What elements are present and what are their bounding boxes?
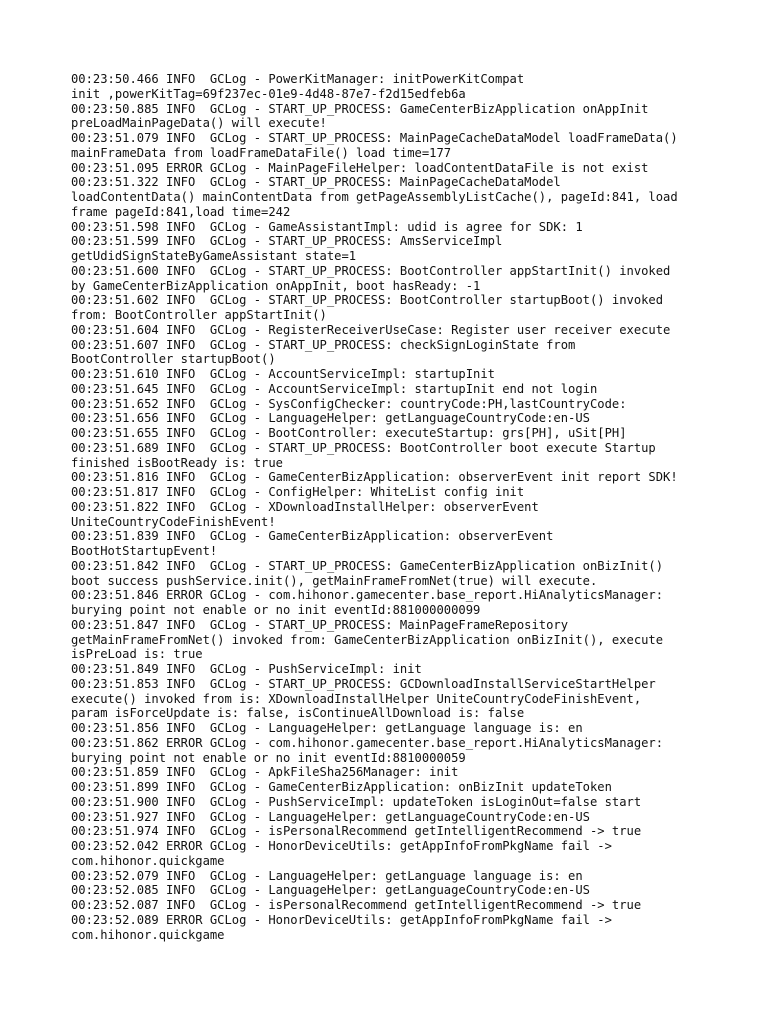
log-line: 00:23:51.900 INFO GCLog - PushServiceImpl: updateToken isLoginOut=false start — [71, 794, 642, 809]
log-line: 00:23:51.817 INFO GCLog - ConfigHelper: WhiteList config init — [71, 485, 525, 499]
log-line: execute() invoked from is: XDownloadInstallHelper UniteCountryCodeFinishEvent, — [71, 691, 642, 706]
log-line: burying point not enable or no init eventId:881000000099 — [71, 603, 481, 617]
log-line: 00:23:51.598 INFO GCLog - GameAssistantImpl: udid is agree for SDK: 1 — [71, 219, 583, 234]
log-line: finished isBootReady is: true — [71, 455, 283, 470]
log-line: 00:23:51.652 INFO GCLog - SysConfigChecker: countryCode:PH,lastCountryCode: — [71, 396, 627, 411]
log-line: preLoadMainPageData() will execute! — [71, 116, 327, 131]
log-line: 00:23:51.604 INFO GCLog - RegisterReceiverUseCase: Register user receiver execute — [71, 322, 671, 337]
log-line: 00:23:52.089 ERROR GCLog - HonorDeviceUtils: getAppInfoFromPkgName fail -> — [71, 912, 612, 927]
log-line: mainFrameData from loadFrameDataFile() load time=177 — [71, 145, 452, 160]
log-line: boot success pushService.init(), getMainFrameFromNet(true) will execute. — [71, 573, 598, 588]
log-line: 00:23:51.859 INFO GCLog - ApkFileSha256Manager: init — [71, 765, 459, 780]
log-line: 00:23:51.847 INFO GCLog - START_UP_PROCESS: MainPageFrameRepository — [71, 617, 569, 632]
log-document — [71, 72, 711, 942]
log-line: 00:23:51.853 INFO GCLog - START_UP_PROCESS: GCDownloadInstallServiceStartHelper — [71, 676, 656, 691]
log-line: 00:23:52.042 ERROR GCLog - HonorDeviceUtils: getAppInfoFromPkgName fail -> — [71, 839, 612, 853]
log-line: com.hihonor.quickgame — [71, 927, 225, 942]
log-line: 00:23:51.599 INFO GCLog - START_UP_PROCESS: AmsServiceImpl — [71, 234, 503, 249]
log-line: 00:23:52.085 INFO GCLog - LanguageHelper: getLanguageCountryCode:en-US — [71, 883, 590, 898]
log-line: 00:23:51.322 INFO GCLog - START_UP_PROCESS: MainPageCacheDataModel — [71, 175, 561, 190]
log-line: 00:23:51.862 ERROR GCLog - com.hihonor.gamecenter.base_report.HiAnalyticsManager: — [71, 735, 664, 750]
log-line: param isForceUpdate is: false, isContinueAllDownload is: false — [71, 706, 525, 721]
log-line: 00:23:51.655 INFO GCLog - BootController: executeStartup: grs[PH], uSit[PH] — [71, 426, 627, 440]
log-line: 00:23:50.885 INFO GCLog - START_UP_PROCESS: GameCenterBizApplication onAppInit — [71, 101, 649, 116]
log-line: 00:23:51.842 INFO GCLog - START_UP_PROCESS: GameCenterBizApplication onBizInit() — [71, 558, 664, 573]
log-line: 00:23:51.816 INFO GCLog - GameCenterBizApplication: observerEvent init report SDK! — [71, 470, 678, 485]
log-line: 00:23:51.095 ERROR GCLog - MainPageFileHelper: loadContentDataFile is not exist — [71, 160, 649, 175]
log-line: getMainFrameFromNet() invoked from: GameCenterBizApplication onBizInit(), execute — [71, 632, 664, 647]
log-line: BootController startupBoot() — [71, 352, 276, 367]
log-line: getUdidSignStateByGameAssistant state=1 — [71, 249, 357, 263]
log-line: burying point not enable or no init eventId:8810000059 — [71, 750, 466, 765]
log-line: 00:23:51.822 INFO GCLog - XDownloadInstallHelper: observerEvent — [71, 499, 539, 514]
log-line: 00:23:51.600 INFO GCLog - START_UP_PROCESS: BootController appStartInit() invoked — [71, 263, 671, 278]
log-line: 00:23:51.079 INFO GCLog - START_UP_PROCESS: MainPageCacheDataModel loadFrameData() — [71, 131, 678, 145]
log-line: 00:23:51.610 INFO GCLog - AccountServiceImpl: startupInit — [71, 367, 495, 381]
log-line: 00:23:51.607 INFO GCLog - START_UP_PROCESS: checkSignLoginState from — [71, 337, 576, 352]
log-line: com.hihonor.quickgame — [71, 853, 225, 868]
log-line: BootHotStartupEvent! — [71, 544, 218, 558]
log-line: UniteCountryCodeFinishEvent! — [71, 514, 276, 529]
log-line: 00:23:51.839 INFO GCLog - GameCenterBizApplication: observerEvent — [71, 529, 554, 544]
log-line: 00:23:51.689 INFO GCLog - START_UP_PROCESS: BootController boot execute Startup — [71, 440, 656, 455]
log-line: frame pageId:841,load time=242 — [71, 204, 291, 219]
log-line: loadContentData() mainContentData from getPageAssemblyListCache(), pageId:841, load — [71, 190, 678, 204]
log-line: by GameCenterBizApplication onAppInit, boot hasReady: -1 — [71, 278, 481, 293]
log-line: 00:23:52.087 INFO GCLog - isPersonalRecommend getIntelligentRecommend -> true — [71, 898, 642, 912]
log-line: init ,powerKitTag=69f237ec-01e9-4d48-87e7-f2d15edfeb6a — [71, 86, 466, 101]
log-line: 00:23:51.602 INFO GCLog - START_UP_PROCESS: BootController startupBoot() invoked — [71, 293, 664, 308]
log-line: 00:23:52.079 INFO GCLog - LanguageHelper: getLanguage language is: en — [71, 868, 583, 883]
log-line: isPreLoad is: true — [71, 647, 203, 662]
log-line: 00:23:51.927 INFO GCLog - LanguageHelper: getLanguageCountryCode:en-US — [71, 809, 590, 824]
log-line: from: BootController appStartInit() — [71, 308, 327, 322]
log-line: 00:23:51.656 INFO GCLog - LanguageHelper: getLanguageCountryCode:en-US — [71, 411, 590, 426]
log-line: 00:23:51.899 INFO GCLog - GameCenterBizApplication: onBizInit updateToken — [71, 780, 612, 794]
log-line: 00:23:51.849 INFO GCLog - PushServiceImpl: init — [71, 662, 422, 676]
log-line: 00:23:51.846 ERROR GCLog - com.hihonor.gamecenter.base_report.HiAnalyticsManager: — [71, 588, 664, 603]
log-line: 00:23:51.645 INFO GCLog - AccountServiceImpl: startupInit end not login — [71, 381, 598, 396]
log-line: 00:23:51.856 INFO GCLog - LanguageHelper: getLanguage language is: en — [71, 721, 583, 735]
log-line: 00:23:50.466 INFO GCLog - PowerKitManager: initPowerKitCompat — [71, 72, 525, 86]
log-line: 00:23:51.974 INFO GCLog - isPersonalRecommend getIntelligentRecommend -> true — [71, 824, 642, 839]
